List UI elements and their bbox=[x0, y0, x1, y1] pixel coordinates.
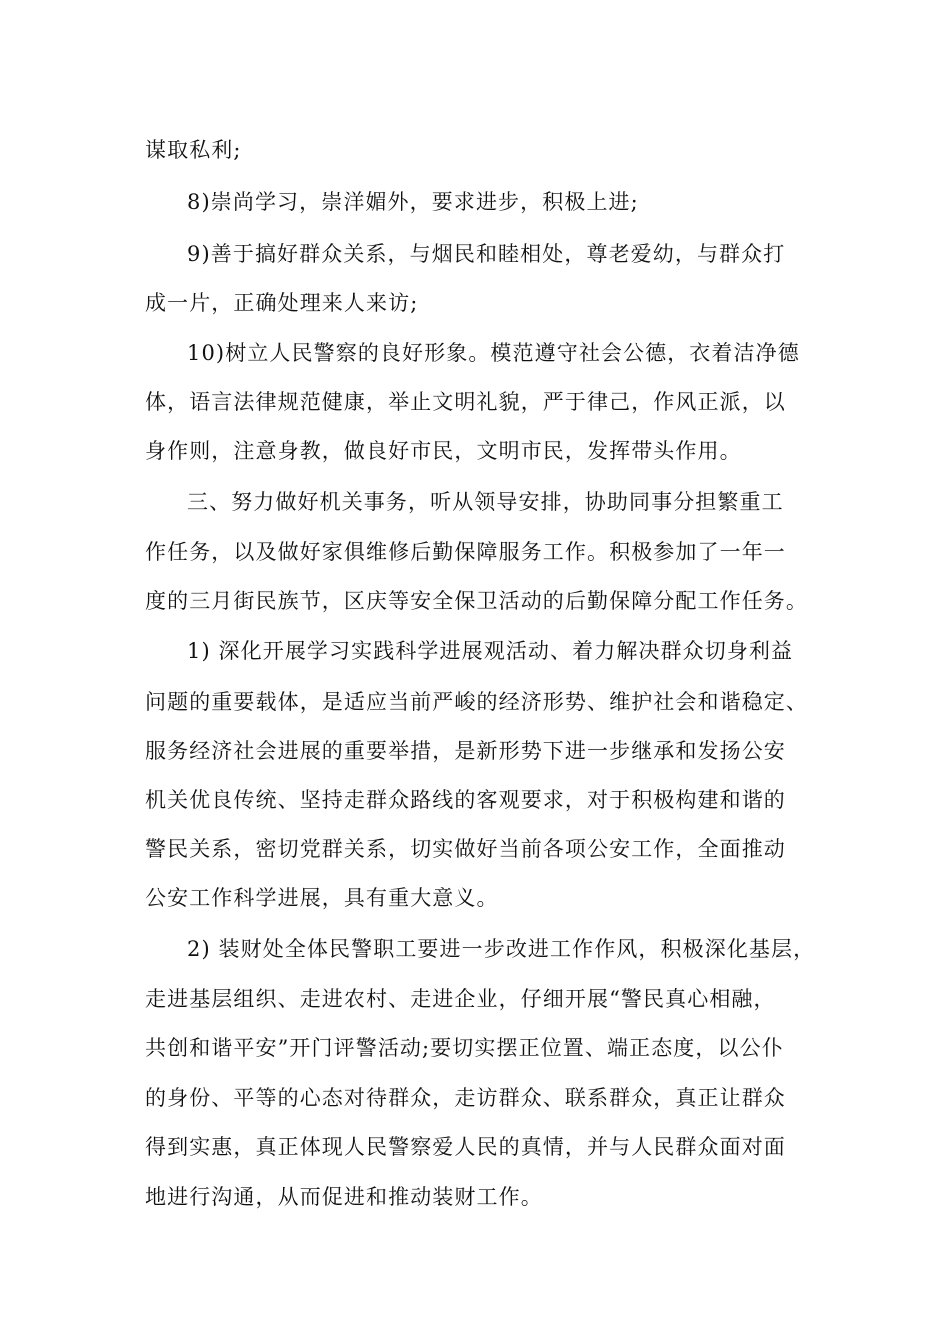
text-line: 9)善于搞好群众关系，与烟民和睦相处，尊老爱幼，与群众打 bbox=[187, 242, 786, 266]
text-line: 公安工作科学进展，具有重大意义。 bbox=[145, 886, 499, 910]
text-line: 体，语言法律规范健康，举止文明礼貌，严于律己，作风正派，以 bbox=[145, 390, 786, 414]
text-line: 身作则，注意身教，做良好市民，文明市民，发挥带头作用。 bbox=[145, 439, 742, 463]
text-line: 问题的重要载体，是适应当前严峻的经济形势、维护社会和谐稳定、 bbox=[145, 690, 808, 714]
text-line: 共创和谐平安”开门评警活动;要切实摆正位置、端正态度，以公仆 bbox=[145, 1036, 784, 1060]
text-line: 2) 装财处全体民警职工要进一步改进工作作风，积极深化基层， bbox=[187, 937, 816, 961]
text-line: 10)树立人民警察的良好形象。模范遵守社会公德，衣着洁净德 bbox=[187, 341, 800, 365]
text-line: 作任务，以及做好家俱维修后勤保障服务工作。积极参加了一年一 bbox=[145, 540, 786, 564]
text-line: 的身份、平等的心态对待群众，走访群众、联系群众，真正让群众 bbox=[145, 1086, 786, 1110]
text-line: 得到实惠，真正体现人民警察爱人民的真情，并与人民群众面对面 bbox=[145, 1135, 786, 1159]
text-line: 1) 深化开展学习实践科学进展观活动、着力解决群众切身利益 bbox=[187, 639, 794, 663]
text-line: 警民关系，密切党群关系，切实做好当前各项公安工作，全面推动 bbox=[145, 837, 786, 861]
text-line: 度的三月街民族节，区庆等安全保卫活动的后勤保障分配工作任务。 bbox=[145, 589, 808, 613]
text-line: 三、努力做好机关事务，听从领导安排，协助同事分担繁重工 bbox=[187, 490, 784, 514]
text-line: 谋取私利; bbox=[145, 138, 242, 162]
text-line: 走进基层组织、走进农村、走进企业，仔细开展“警民真心相融， bbox=[145, 987, 776, 1011]
text-line: 成一片，正确处理来人来访; bbox=[145, 291, 419, 315]
text-line: 机关优良传统、坚持走群众路线的客观要求，对于积极构建和谐的 bbox=[145, 788, 786, 812]
text-line: 地进行沟通，从而促进和推动装财工作。 bbox=[145, 1185, 543, 1209]
text-line: 服务经济社会进展的重要举措，是新形势下进一步继承和发扬公安 bbox=[145, 739, 786, 763]
text-line: 8)崇尚学习，崇洋媚外，要求进步，积极上进; bbox=[187, 190, 639, 214]
